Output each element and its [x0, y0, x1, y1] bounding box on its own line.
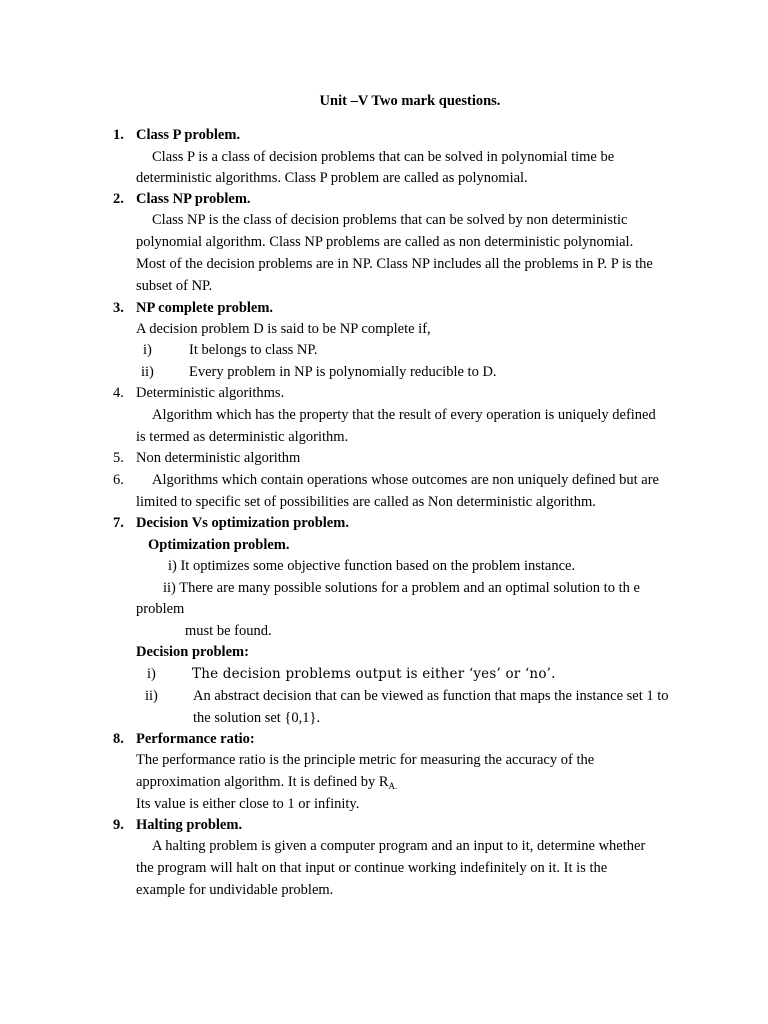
q7-optimization-line3: problem: [136, 601, 185, 617]
q4-text-line1: Algorithm which has the property that the result of every operation is uniquely defined: [152, 407, 656, 423]
q4-number: 4.: [113, 385, 124, 401]
q8-text-line1: The performance ratio is the principle metric for measuring the accuracy of the: [136, 752, 595, 768]
q3-item2-text: Every problem in NP is polynomially reducible to D.: [189, 364, 497, 380]
q7-optimization-line4: must be found.: [185, 623, 272, 639]
q7-decision-item2-number: ii): [145, 688, 158, 704]
q8-ratio-subscript: A.: [388, 781, 398, 791]
q9-text-line2: the program will halt on that input or continue working indefinitely on it. It is the: [136, 860, 608, 876]
q4-text-line2: is termed as deterministic algorithm.: [136, 429, 349, 445]
q7-decision-item1-text: The decision problems output is either ‘yes’ or ‘no’.: [192, 666, 556, 682]
q3-item1-number: i): [143, 342, 152, 358]
q8-text-line3: Its value is either close to 1 or infinity.: [136, 796, 360, 812]
q8-text-line2: [136, 773, 397, 791]
q1-heading: Class P problem.: [136, 127, 241, 143]
q9-heading: Halting problem.: [136, 817, 243, 833]
q3-number: 3.: [113, 300, 124, 316]
q4-heading: Deterministic algorithms.: [136, 385, 285, 401]
q7-heading: Decision Vs optimization problem.: [136, 515, 349, 531]
q2-number: 2.: [113, 191, 124, 207]
q7-optimization-line2: ii) There are many possible solutions for a problem and an optimal solution to th e: [163, 580, 640, 596]
q1-number: 1.: [113, 127, 124, 143]
q2-text-line4: subset of NP.: [136, 278, 213, 294]
q2-text-line2: polynomial algorithm. Class NP problems are called as non deterministic polynomial.: [136, 234, 634, 250]
q2-text-line3: Most of the decision problems are in NP. Class NP includes all the problems in P. P is the: [136, 256, 653, 272]
q9-text-line1: A halting problem is given a computer program and an input to it, determine whether: [152, 838, 646, 854]
q1-text-line2: deterministic algorithms. Class P problem are called as polynomial.: [136, 170, 528, 186]
q7-decision-item2-text: An abstract decision that can be viewed as function that maps the instance set 1 to: [193, 688, 669, 704]
q6-number: 6.: [113, 472, 124, 488]
q7-number: 7.: [113, 515, 124, 531]
q5-number: 5.: [113, 450, 124, 466]
q6-text-line2: limited to specific set of possibilities are called as Non deterministic algorithm.: [136, 494, 596, 510]
q2-heading: Class NP problem.: [136, 191, 251, 207]
q3-item1-text: It belongs to class NP.: [189, 342, 318, 358]
page-title: Unit –V Two mark questions.: [319, 93, 501, 109]
q7-decision-item2-continuation: the solution set {0,1}.: [193, 710, 321, 726]
q2-text-line1: Class NP is the class of decision problems that can be solved by non deterministic: [152, 212, 628, 228]
q7-decision-item1-number: i): [147, 666, 156, 682]
q8-text-line2-main: approximation algorithm. It is defined by R: [136, 774, 389, 790]
q7-optimization-line1: i) It optimizes some objective function based on the problem instance.: [168, 558, 576, 574]
q9-number: 9.: [113, 817, 124, 833]
q7-decision-heading: Decision problem:: [136, 644, 249, 660]
q6-text-line1: Algorithms which contain operations whose outcomes are non uniquely defined but are: [152, 472, 659, 488]
q9-text-line3: example for undividable problem.: [136, 882, 334, 898]
q8-number: 8.: [113, 731, 124, 747]
q5-heading: Non deterministic algorithm: [136, 450, 301, 466]
q8-heading: Performance ratio:: [136, 731, 255, 747]
q3-text-line1: A decision problem D is said to be NP complete if,: [136, 321, 431, 337]
q3-heading: NP complete problem.: [136, 300, 274, 316]
q1-text-line1: Class P is a class of decision problems that can be solved in polynomial time be: [152, 149, 615, 165]
q7-optimization-heading: Optimization problem.: [148, 537, 290, 553]
q3-item2-number: ii): [141, 364, 154, 380]
